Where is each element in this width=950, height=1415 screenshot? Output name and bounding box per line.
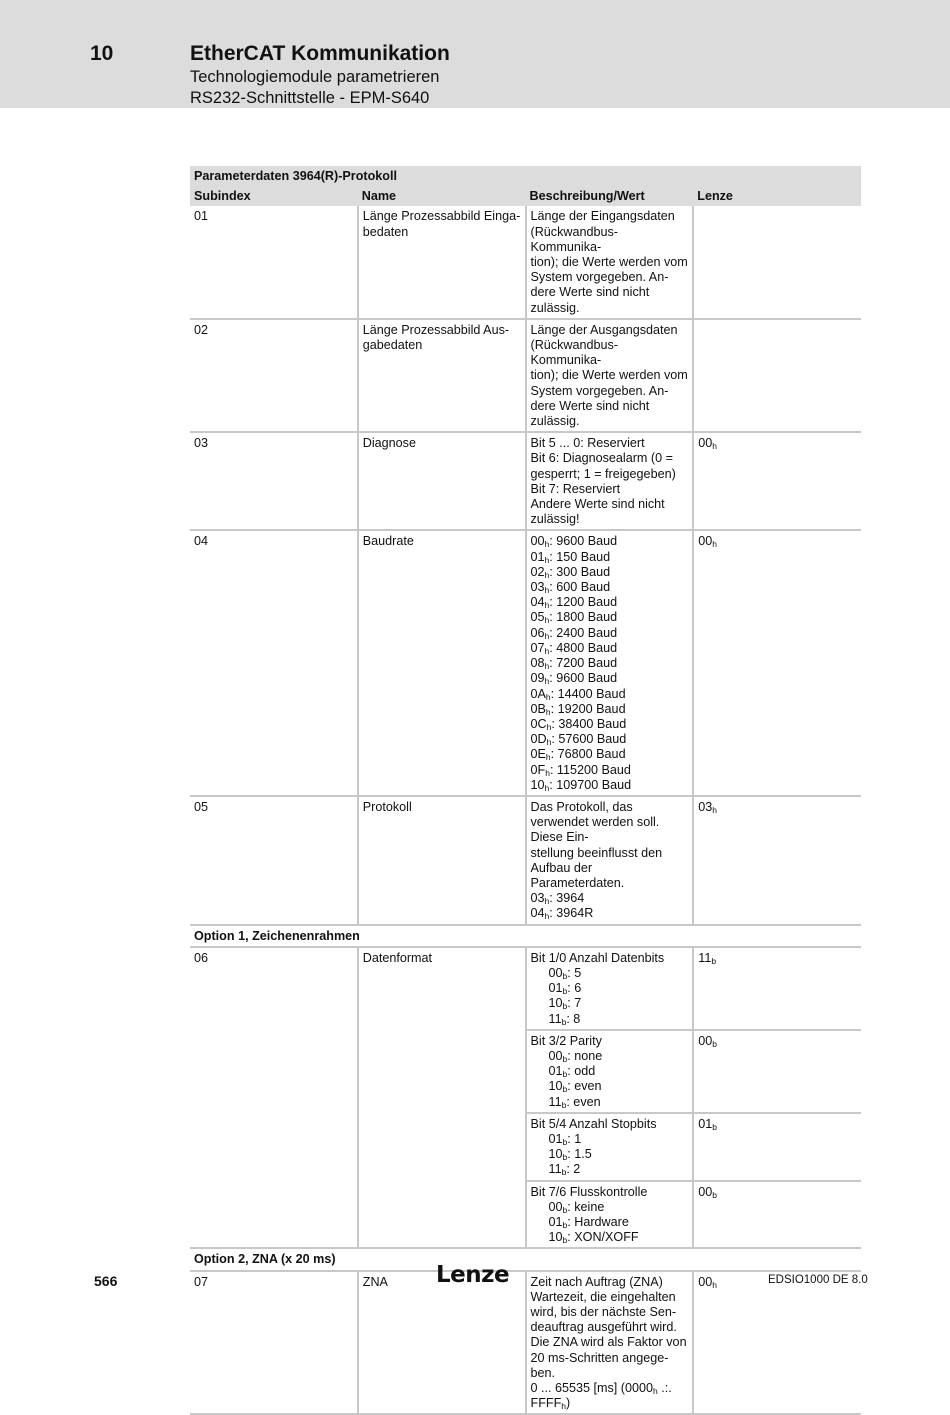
subindex-cell: 07 (190, 1271, 358, 1415)
list-item: $09_h$: 9600 Baud (530, 671, 618, 687)
chapter-number: 10 (90, 42, 114, 65)
lenze-logo: Lenze (436, 1262, 510, 1288)
list-item: $10_b$: even (548, 1079, 602, 1095)
list-item: $07_h$: 4800 Baud (530, 640, 618, 656)
lenze-cell: $11_b$ (693, 947, 861, 1030)
description-cell: Bit 3/2 Parity $00_b$: none $01_b$: odd $10_b$: even $11_b$: even (526, 1030, 694, 1113)
list-item: $00_b$: keine (548, 1199, 605, 1215)
list-item: $10_h$: 109700 Baud (530, 777, 632, 793)
list-item: $05_h$: 1800 Baud (530, 610, 618, 626)
section-subtitle: Technologiemodule parametrieren (190, 68, 440, 86)
lenze-cell: $01_b$ (693, 1113, 861, 1181)
lenze-cell (693, 206, 861, 318)
list-item: $01_h$: 150 Baud (530, 549, 611, 565)
baud-list (531, 534, 689, 792)
table-header-row (190, 186, 861, 206)
list-item: $01_b$: 1 (548, 1131, 582, 1147)
list-item: $06_h$: 2400 Baud (530, 625, 618, 641)
parameter-table (190, 166, 861, 1415)
description-cell: Bit 5 ... 0: Reserviert Bit 6: Diagnosealarm (0 = gesperrt; 1 = freigegeben) Bit 7: Reserviert Andere Werte sind nicht zulässig! (526, 432, 694, 530)
table-row (190, 319, 861, 432)
list-item: $01_b$: odd (548, 1064, 596, 1080)
list-item: $02_h$: 300 Baud (530, 564, 611, 580)
column-header-description: Beschreibung/Wert (526, 186, 694, 206)
subindex-cell: 02 (190, 319, 358, 432)
description-cell: Bit 5/4 Anzahl Stopbits $01_b$: 1 $10_b$: 1.5 $11_b$: 2 (526, 1113, 694, 1181)
list-item: $04_h$: 1200 Baud (530, 595, 618, 611)
list-item: $0B_h$: 19200 Baud (530, 701, 626, 717)
list-item: $08_h$: 7200 Baud (530, 656, 618, 672)
lenze-cell (693, 319, 861, 432)
lenze-cell: $00_h$ (693, 530, 861, 795)
lenze-cell: $00_h$ (693, 432, 861, 530)
table-title-row (190, 166, 861, 186)
bit-values (531, 1132, 689, 1178)
list-item: $0E_h$: 76800 Baud (530, 747, 626, 763)
table-row (190, 206, 861, 318)
list-item: $03_h$: 600 Baud (530, 580, 611, 596)
name-cell: ZNA (358, 1271, 526, 1415)
table-row (190, 1271, 861, 1415)
subindex-cell: 04 (190, 530, 358, 795)
table-row (190, 796, 861, 925)
description-cell: Zeit nach Auftrag (ZNA) Wartezeit, die eingehalten wird, bis der nächste Sen- deauftrag ausgeführt wird. Die ZNA wird als Faktor von 20 ms-Schritten angege- ben. 0 ... 65535 [ms] ($0000_h$ .:. $FFFF_h$) (526, 1271, 694, 1415)
column-header-name: Name (358, 186, 526, 206)
list-item: $11_b$: 2 (548, 1162, 581, 1178)
description-cell: Bit 7/6 Flusskontrolle $00_b$: keine $01_b$: Hardware $10_b$: XON/XOFF (526, 1181, 694, 1249)
description-cell (526, 530, 694, 795)
header-band (0, 0, 950, 108)
section-heading: Option 1, Zeichenenrahmen (190, 925, 861, 947)
section-row-option2 (190, 1248, 861, 1270)
list-item: $10_b$: 1.5 (548, 1147, 592, 1163)
table-title: Parameterdaten 3964(R)-Protokoll (190, 166, 861, 186)
page-number: 566 (94, 1273, 118, 1289)
subindex-cell: 05 (190, 796, 358, 925)
column-header-subindex: Subindex (190, 186, 358, 206)
list-item: $01_b$: Hardware (548, 1215, 629, 1230)
list-item: $11_b$: 8 (548, 1011, 581, 1027)
name-cell: Baudrate (358, 530, 526, 795)
subindex-cell: 01 (194, 209, 209, 224)
lenze-cell: $00_h$ (693, 1271, 861, 1415)
chapter-title: EtherCAT Kommunikation (190, 42, 450, 65)
table-row (190, 530, 861, 795)
name-cell: Diagnose (358, 432, 526, 530)
lenze-cell: $03_h$ (693, 796, 861, 925)
subindex-cell: 03 (190, 432, 358, 530)
list-item: $11_b$: even (548, 1094, 601, 1110)
lenze-cell: $00_b$ (693, 1030, 861, 1113)
section-heading: Option 2, ZNA (x 20 ms) (190, 1248, 861, 1270)
bit-values (531, 966, 689, 1027)
bit-values (531, 1049, 689, 1110)
list-item: $0D_h$: 57600 Baud (530, 732, 627, 748)
list-item: $00_h$: 9600 Baud (530, 534, 618, 550)
name-cell: Datenformat (358, 947, 526, 1249)
section-subtitle-2: RS232-Schnittstelle - EPM-S640 (190, 89, 430, 107)
name-cell: Länge Prozessabbild Einga- bedaten (358, 206, 526, 318)
bit-values (531, 1200, 689, 1246)
list-item: $01_b$: 6 (548, 981, 582, 997)
table-row (190, 432, 861, 530)
description-cell: Bit 1/0 Anzahl Datenbits $00_b$: 5 $01_b$: 6 $10_b$: 7 $11_b$: 8 (526, 947, 694, 1030)
column-header-lenze: Lenze (693, 186, 861, 206)
list-item: $00_b$: 5 (548, 965, 582, 981)
section-row-option1 (190, 925, 861, 947)
description-cell: Länge der Eingangsdaten (Rückwandbus-Kommunika- tion); die Werte werden vom System vorgegeben. An- dere Werte sind nicht zulässig. (526, 206, 694, 318)
list-item: $00_b$: none (548, 1048, 603, 1064)
document-code: EDSIO1000 DE 8.0 (768, 1274, 868, 1286)
list-item: $0A_h$: 14400 Baud (530, 686, 626, 702)
name-cell: Länge Prozessabbild Aus- gabedaten (358, 319, 526, 432)
description-cell: Das Protokoll, das verwendet werden soll. Diese Ein- stellung beeinflusst den Aufbau der Parameterdaten. $03_h$: 3964 $04_h$: 3964R (526, 796, 694, 925)
table-row (190, 947, 861, 1030)
lenze-cell: $00_b$ (693, 1181, 861, 1249)
value-range: 0 ... 65535 [ms] ($0000_h$ .:. $FFFF_h$) (530, 1381, 672, 1412)
list-item: $10_b$: XON/XOFF (548, 1230, 639, 1246)
list-item: $0F_h$: 115200 Baud (530, 762, 631, 778)
list-item: $0C_h$: 38400 Baud (530, 716, 627, 732)
subindex-cell: 06 (190, 947, 358, 1249)
list-item: $10_b$: 7 (548, 996, 582, 1012)
description-cell: Länge der Ausgangsdaten (Rückwandbus-Kommunika- tion); die Werte werden vom System vorgegeben. An- dere Werte sind nicht zulässig. (526, 319, 694, 432)
name-cell: Protokoll (358, 796, 526, 925)
